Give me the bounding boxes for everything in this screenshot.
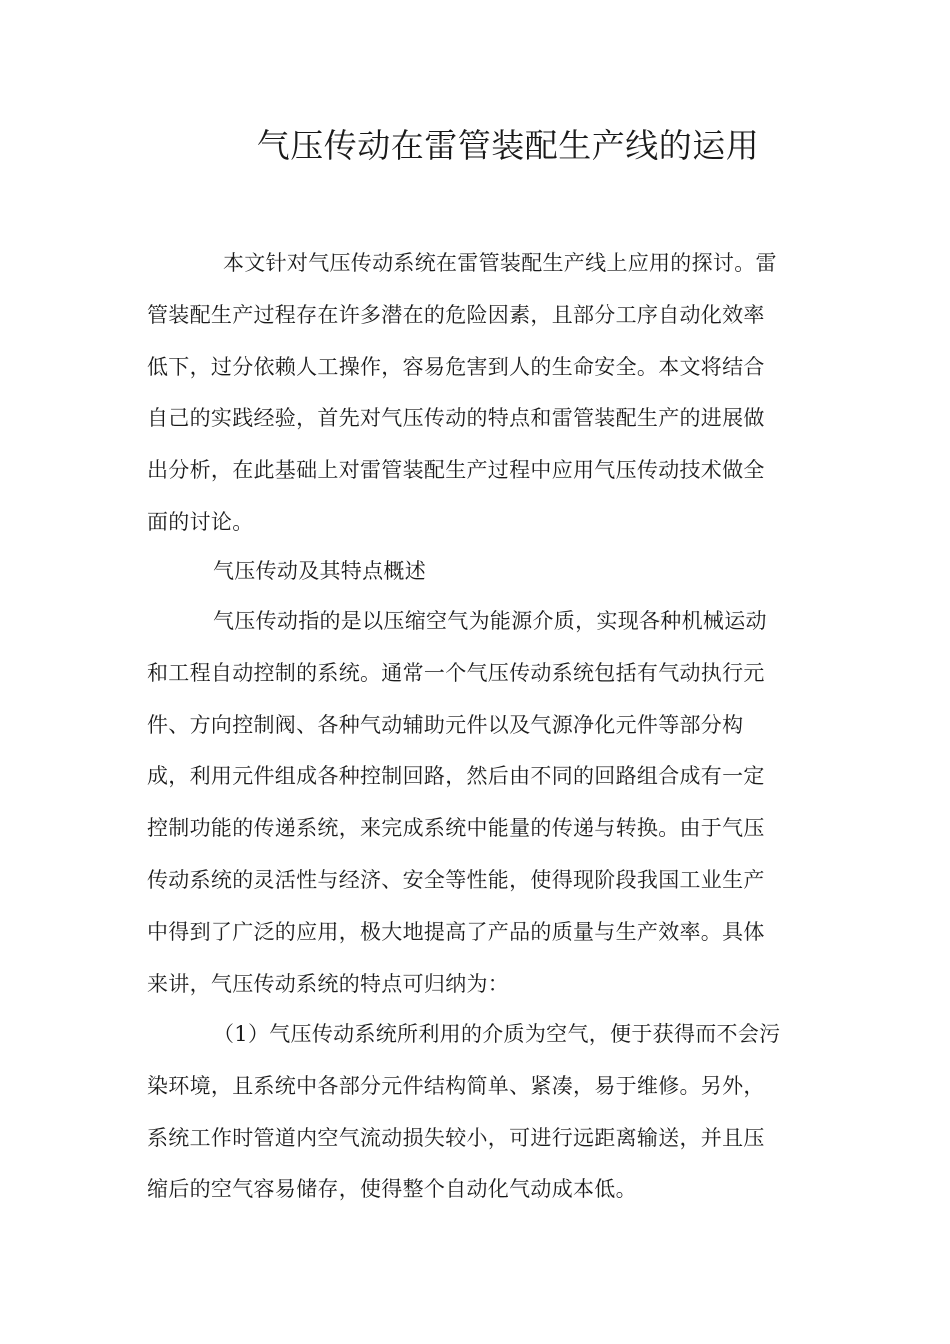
paragraph-line: 自己的实践经验，首先对气压传动的特点和雷管装配生产的进展做 bbox=[147, 406, 765, 431]
paragraph-line: 气压传动指的是以压缩空气为能源介质，实现各种机械运动 bbox=[213, 609, 767, 633]
paragraph-line: 中得到了广泛的应用，极大地提高了产品的质量与生产效率。具体 bbox=[147, 919, 765, 944]
body-paragraph-1 bbox=[147, 596, 807, 1010]
section-heading: 气压传动及其特点概述 bbox=[213, 559, 426, 583]
paragraph-line: 出分析，在此基础上对雷管装配生产过程中应用气压传动技术做全 bbox=[147, 458, 765, 483]
section-heading-paragraph bbox=[147, 546, 807, 598]
paragraph-line: （1）气压传动系统所利用的介质为空气，便于获得而不会污 bbox=[213, 1022, 781, 1046]
body-paragraph-2 bbox=[147, 1009, 807, 1216]
paragraph-line: 染环境，且系统中各部分元件结构简单、紧凑，易于维修。另外， bbox=[147, 1073, 765, 1098]
paragraph-line: 管装配生产过程存在许多潜在的危险因素，且部分工序自动化效率 bbox=[147, 302, 765, 327]
paragraph-line: 低下，过分依赖人工操作，容易危害到人的生命安全。本文将结合 bbox=[147, 354, 765, 379]
paragraph-line: 系统工作时管道内空气流动损失较小，可进行远距离输送，并且压 bbox=[147, 1125, 765, 1150]
paragraph-line: 本文针对气压传动系统在雷管装配生产线上应用的探讨。雷 bbox=[223, 251, 777, 275]
paragraph-line: 传动系统的灵活性与经济、安全等性能，使得现阶段我国工业生产 bbox=[147, 867, 765, 892]
intro-paragraph bbox=[147, 238, 807, 549]
paragraph-line: 件、方向控制阀、各种气动辅助元件以及气源净化元件等部分构 bbox=[147, 712, 744, 737]
document-title: 气压传动在雷管装配生产线的运用 bbox=[256, 126, 760, 165]
paragraph-line: 和工程自动控制的系统。通常一个气压传动系统包括有气动执行元 bbox=[147, 660, 765, 685]
paragraph-line: 成，利用元件组成各种控制回路，然后由不同的回路组合成有一定 bbox=[147, 764, 765, 789]
paragraph-line: 缩后的空气容易储存，使得整个自动化气动成本低。 bbox=[147, 1177, 637, 1202]
paragraph-line: 来讲，气压传动系统的特点可归纳为： bbox=[147, 971, 510, 996]
paragraph-line: 面的讨论。 bbox=[147, 509, 254, 534]
paragraph-line: 控制功能的传递系统，来完成系统中能量的传递与转换。由于气压 bbox=[147, 816, 765, 841]
